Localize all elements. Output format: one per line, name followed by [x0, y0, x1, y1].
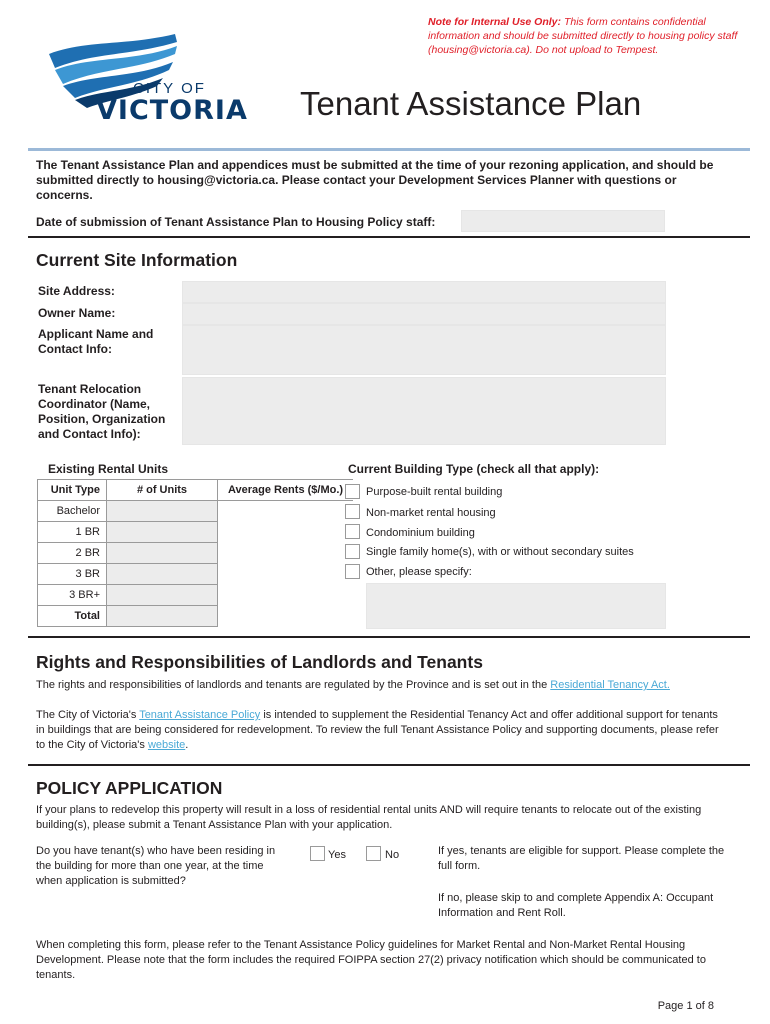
table-row — [38, 564, 354, 585]
unit-type-total: Total — [38, 606, 107, 627]
coordinator-label: Tenant Relocation Coordinator (Name, Position, Organization and Contact Info): — [38, 382, 166, 441]
checkbox-no[interactable] — [366, 846, 381, 861]
num-units-total[interactable] — [107, 606, 218, 627]
site-info-heading: Current Site Information — [36, 250, 238, 270]
rights-heading: Rights and Responsibilities of Landlords and Tenants — [36, 652, 483, 672]
owner-name-label: Owner Name: — [38, 306, 116, 320]
unit-type-cell: 1 BR — [38, 522, 107, 543]
option-other: Other, please specify: — [366, 566, 472, 578]
num-units-input[interactable] — [107, 585, 218, 606]
website-link[interactable]: website — [147, 739, 186, 751]
tenancy-question: Do you have tenant(s) who have been residing in the building for more than one year, at the time when application is submitted? — [36, 845, 276, 887]
note-prefix: Note for Internal Use Only: — [428, 16, 562, 28]
rental-units-heading: Existing Rental Units — [48, 462, 169, 476]
page-number: Page 1 of 8 — [657, 1000, 714, 1012]
site-address-field[interactable] — [182, 281, 666, 303]
section-divider — [28, 764, 750, 766]
col-average-rents: Average Rents ($/Mo.) — [218, 480, 354, 501]
policy-heading: POLICY APPLICATION — [36, 778, 223, 798]
option-purpose-built: Purpose-built rental building — [366, 486, 503, 498]
table-row — [38, 585, 354, 606]
num-units-input[interactable] — [107, 522, 218, 543]
checkbox-non-market[interactable] — [345, 504, 360, 519]
building-type-heading: Current Building Type (check all that apply): — [348, 462, 600, 476]
title-divider — [28, 148, 750, 151]
tenant-assistance-policy-link[interactable]: Tenant Assistance Policy — [139, 709, 261, 721]
option-non-market: Non-market rental housing — [366, 507, 496, 519]
checkbox-single-family[interactable] — [345, 544, 360, 559]
logo-victoria: VICTORIA — [96, 95, 248, 126]
submission-date-field[interactable] — [461, 210, 665, 232]
col-num-units: # of Units — [107, 480, 218, 501]
table-row — [38, 501, 354, 522]
if-yes-text: If yes, tenants are eligible for support. Please complete the full form. — [438, 845, 725, 872]
option-condominium: Condominium building — [366, 527, 475, 539]
checkbox-yes[interactable] — [310, 846, 325, 861]
rights-paragraph-1: The rights and responsibilities of landlords and tenants are regulated by the Province and is set out in the Residential Tenancy Act. — [36, 679, 670, 691]
table-row — [38, 543, 354, 564]
num-units-input[interactable] — [107, 501, 218, 522]
policy-paragraph-1: If your plans to redevelop this property will result in a loss of residential rental units AND will require tenants to relocate out of the existing building(s), please submit a Tenant Assistance Plan with your application. — [36, 804, 702, 831]
internal-use-note — [428, 15, 758, 57]
option-single-family: Single family home(s), with or without secondary suites — [366, 546, 634, 558]
table-row — [38, 606, 354, 627]
checkbox-purpose-built[interactable] — [345, 484, 360, 499]
yes-label: Yes — [328, 849, 346, 861]
col-unit-type: Unit Type — [38, 480, 107, 501]
if-no-text: If no, please skip to and complete Appendix A: Occupant Information and Rent Roll. — [438, 892, 714, 919]
num-units-input[interactable] — [107, 543, 218, 564]
intro-text: The Tenant Assistance Plan and appendices must be submitted at the time of your rezoning application, and should be submitted directly to housing@victoria.ca. Please contact your Development Services Planner with questions or concerns. — [36, 158, 714, 202]
table-row — [38, 522, 354, 543]
owner-name-field[interactable] — [182, 303, 666, 325]
other-specify-field[interactable] — [366, 583, 666, 629]
page-title: Tenant Assistance Plan — [300, 85, 642, 122]
coordinator-field[interactable] — [182, 377, 666, 445]
rights-paragraph-2: The City of Victoria's Tenant Assistance Policy is intended to supplement the Residential Tenancy Act and offer additional support for tenants in buildings that are being considered for redevelopment. To review the full Tenant Assistance Policy and supporting documents, please refer to the City of Victoria's website. — [36, 709, 719, 751]
section-divider — [28, 236, 750, 238]
policy-paragraph-2: When completing this form, please refer to the Tenant Assistance Policy guidelines for Market Rental and Non-Market Rental Housing Development. Please note that the form includes the required FOIPPA section 27(2) privacy notification which should be communicated to tenants. — [36, 939, 706, 981]
section-divider — [28, 636, 750, 638]
logo-city-of: CITY OF — [133, 80, 206, 97]
submission-date-label: Date of submission of Tenant Assistance Plan to Housing Policy staff: — [36, 215, 436, 229]
unit-type-cell: 2 BR — [38, 543, 107, 564]
residential-tenancy-act-link[interactable]: Residential Tenancy Act. — [550, 679, 670, 691]
unit-type-cell: 3 BR+ — [38, 585, 107, 606]
unit-type-cell: Bachelor — [38, 501, 107, 522]
num-units-input[interactable] — [107, 564, 218, 585]
unit-type-cell: 3 BR — [38, 564, 107, 585]
site-address-label: Site Address: — [38, 284, 115, 298]
no-label: No — [385, 849, 400, 861]
applicant-field[interactable] — [182, 325, 666, 375]
rental-units-table — [37, 479, 353, 627]
note-text: This form contains confidential information and should be submitted directly to housing policy staff (housing@victoria.ca). Do not upload to Tempest. — [428, 16, 738, 56]
checkbox-condominium[interactable] — [345, 524, 360, 539]
applicant-label: Applicant Name and Contact Info: — [38, 327, 154, 356]
checkbox-other[interactable] — [345, 564, 360, 579]
